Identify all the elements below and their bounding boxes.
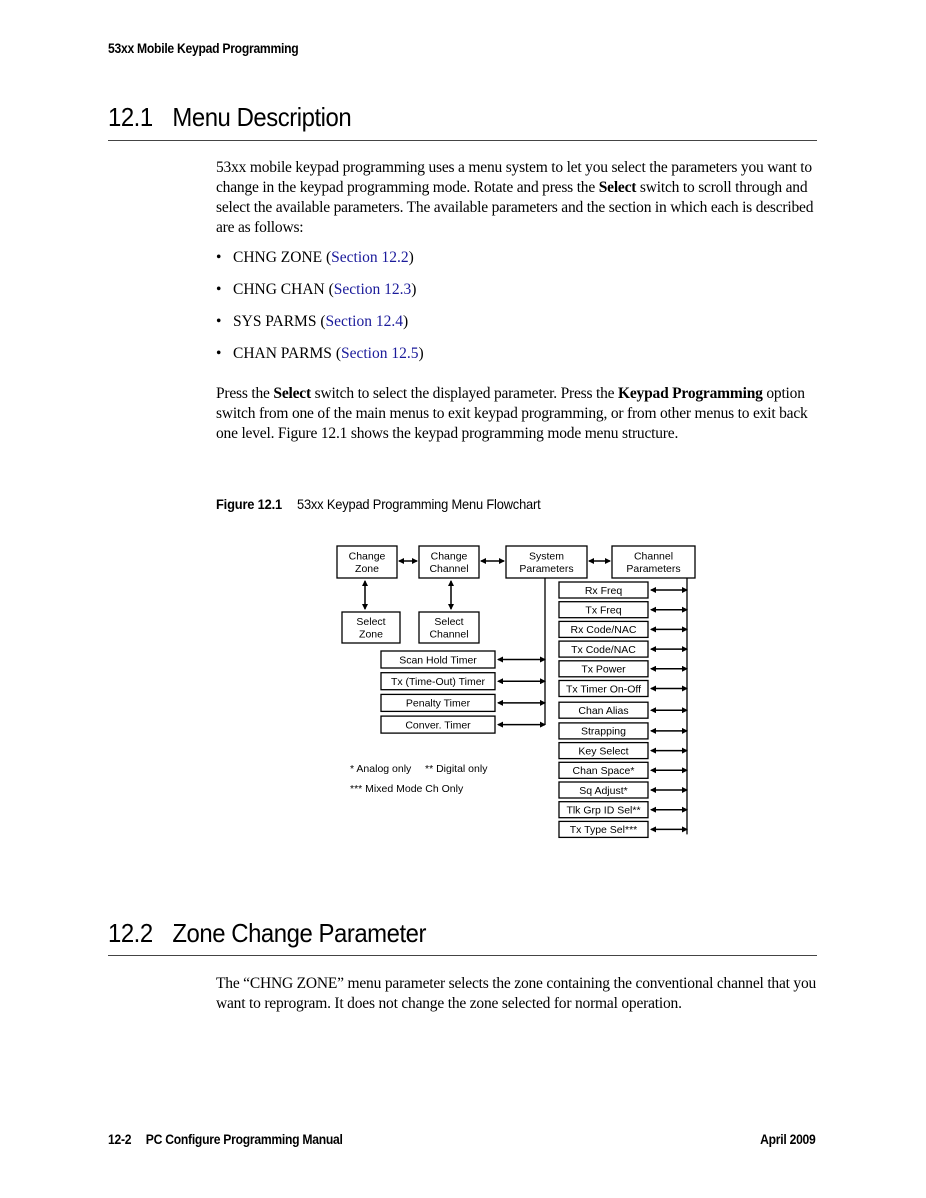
section-title: Menu Description (172, 102, 352, 132)
box-label: Conver. Timer (405, 719, 471, 732)
section-link[interactable]: Section 12.5 (340, 345, 419, 362)
text-run: option switch from one of the main menus to exit keypad programming, or from other menus to exit back one level. Figure 12.1 shows the keypad programming mode menu structure. (216, 385, 808, 442)
parameter-name: CHNG ZONE (233, 249, 323, 266)
box-label: Select (356, 616, 386, 629)
menu-box-change-channel (419, 546, 479, 578)
bold-term: Select (273, 385, 311, 402)
box-label: Parameters (626, 563, 681, 576)
section-heading-12-2 (108, 918, 426, 949)
box-label: Tx (Time-Out) Timer (390, 676, 486, 688)
parameter-name: CHAN PARMS (233, 345, 332, 362)
box-label: Channel (429, 628, 469, 641)
box-label: Key Select (578, 745, 629, 758)
box-label: Tx Timer On-Off (565, 683, 642, 696)
page-number: 12-2 (108, 1132, 132, 1147)
footer-date: April 2009 (760, 1132, 816, 1147)
system-param-box (381, 673, 495, 690)
manual-title: PC Configure Programming Manual (145, 1132, 343, 1147)
channel-param-box (559, 762, 648, 778)
box-label: Chan Space* (572, 765, 635, 778)
box-label: Chan Alias (578, 705, 629, 717)
section-title: Zone Change Parameter (172, 918, 427, 948)
box-label: Scan Hold Timer (399, 654, 477, 667)
box-label: Tx Code/NAC (571, 643, 636, 656)
channel-param-box (559, 621, 648, 637)
section-rule (108, 955, 817, 956)
text-run: Press the (216, 385, 274, 402)
text-run: switch to scroll through and select the available parameters. The available parameters and the section in which each is described are as follows: (216, 179, 814, 236)
zone-change-paragraph: The “CHNG ZONE” menu parameter selects the zone containing the conventional channel that you want to reprogram. It does not change the zone selected for normal operation. (216, 975, 817, 1012)
list-item: • CHNG ZONE (Section 12.2) (216, 249, 414, 266)
box-label: Parameters (519, 563, 574, 576)
box-label: Tlk Grp ID Sel** (566, 804, 641, 817)
box-label: System (528, 550, 565, 563)
section-link[interactable]: Section 12.2 (331, 249, 409, 266)
channel-param-box (559, 802, 648, 818)
section-number: 12.1 (108, 102, 153, 132)
note-analog-only: * Analog only (350, 763, 412, 775)
box-label: Tx Type Sel*** (569, 824, 638, 837)
channel-param-box (559, 602, 648, 618)
box-label: Strapping (581, 725, 626, 738)
channel-param-box (559, 582, 648, 598)
section-link[interactable]: Section 12.3 (333, 281, 412, 298)
list-item: • SYS PARMS (Section 12.4) (216, 313, 409, 330)
parameter-name: CHNG CHAN (233, 281, 325, 298)
list-item: • CHAN PARMS (Section 12.5) (216, 345, 424, 362)
channel-param-box (559, 782, 648, 798)
channel-param-box (559, 743, 648, 759)
list-item: • CHNG CHAN (Section 12.3) (216, 281, 417, 298)
channel-param-box (559, 702, 648, 718)
figure-label: Figure 12.1 (216, 496, 282, 512)
box-label: Penalty Timer (405, 697, 471, 710)
parameter-name: SYS PARMS (233, 313, 317, 330)
menu-box-change-zone (337, 546, 397, 578)
box-label: Rx Code/NAC (570, 624, 637, 637)
channel-param-box (559, 821, 648, 837)
figure-title: 53xx Keypad Programming Menu Flowchart (296, 496, 541, 512)
bold-term: Select (598, 179, 637, 196)
channel-param-box (559, 681, 648, 697)
system-param-box (381, 694, 495, 711)
text-run: 53xx mobile keypad programming uses a menu system to let you select the parameters you want to change in the keypad programming mode. Rotate and press the (216, 159, 812, 196)
submenu-box-select-channel (419, 612, 479, 643)
box-label: Zone (355, 563, 379, 576)
text-run: switch to select the displayed parameter. Press the (310, 385, 619, 402)
box-label: Change (430, 550, 468, 563)
system-param-box (381, 651, 495, 668)
channel-param-box (559, 661, 648, 677)
box-label: Channel (633, 550, 674, 563)
box-label: Select (434, 616, 464, 629)
bold-term: Keypad Programming (618, 385, 763, 402)
menu-box-channel-parameters (612, 546, 695, 578)
box-label: Tx Freq (585, 604, 622, 617)
channel-param-box (559, 723, 648, 739)
footer-left (108, 1132, 343, 1147)
system-param-box (381, 716, 495, 733)
note-mixed-mode: *** Mixed Mode Ch Only (350, 783, 464, 795)
menu-box-system-parameters (506, 546, 587, 578)
note-digital-only: ** Digital only (425, 763, 488, 775)
submenu-box-select-zone (342, 612, 400, 643)
section-number: 12.2 (108, 918, 153, 948)
box-label: Rx Freq (584, 584, 623, 597)
channel-param-box (559, 641, 648, 657)
box-label: Channel (429, 563, 469, 576)
box-label: Zone (359, 628, 383, 641)
box-label: Change (348, 550, 386, 563)
box-label: Sq Adjust* (579, 784, 628, 797)
box-label: Tx Power (581, 663, 626, 676)
running-header: 53xx Mobile Keypad Programming (108, 41, 299, 56)
section-link[interactable]: Section 12.4 (325, 313, 403, 330)
